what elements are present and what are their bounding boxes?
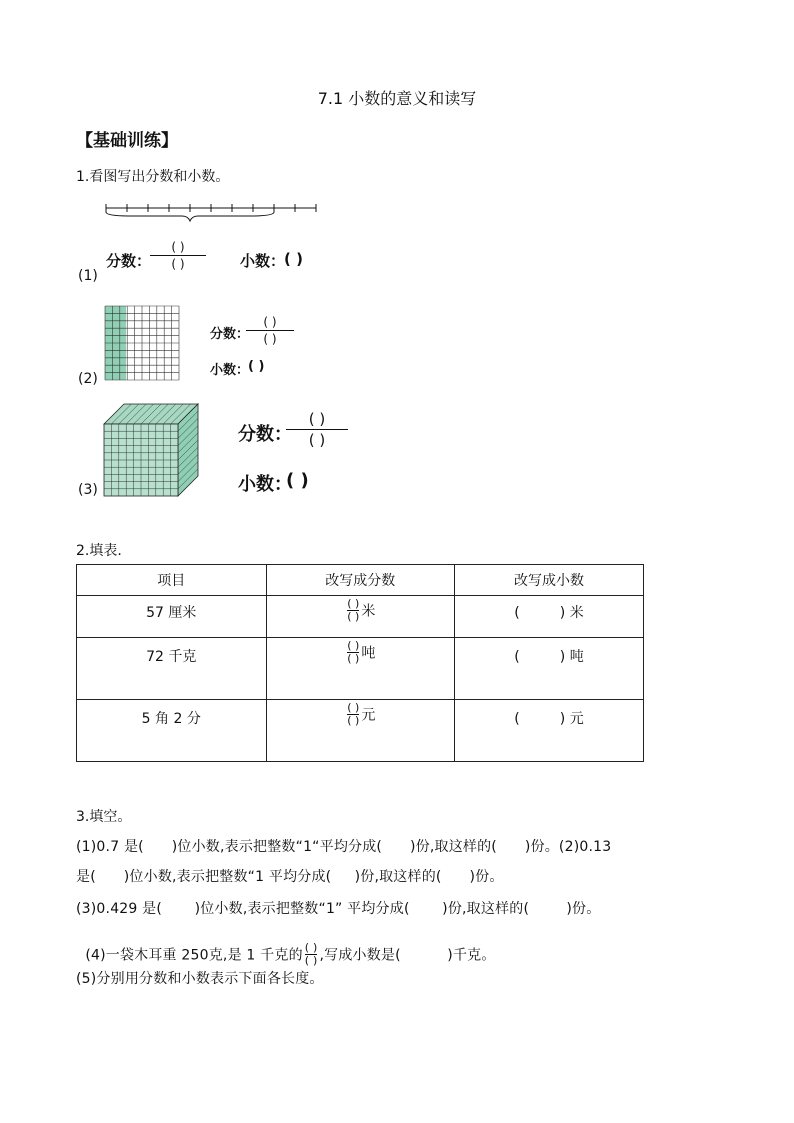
denominator-blank: ( )	[263, 332, 277, 346]
denominator-blank: ( )	[308, 431, 326, 449]
numerator-blank: ( )	[304, 941, 318, 954]
fraction-bar	[246, 330, 294, 331]
numerator-blank: ( )	[308, 410, 326, 428]
q1-prompt: 1.看图写出分数和小数。	[76, 169, 230, 185]
conversion-table	[76, 564, 644, 762]
brace-shape	[106, 212, 274, 221]
q3-line-4-text-b: ,写成小数是( )千克。	[319, 947, 496, 964]
numerator-blank: ( )	[263, 315, 277, 329]
row-item: 72 千克	[77, 638, 267, 700]
q2-prompt: 2.填表.	[76, 543, 122, 559]
row-decimal-cell[interactable]: ( ) 米	[455, 596, 644, 638]
q1-1-label: (1)	[78, 268, 98, 284]
unit-label: 吨	[361, 645, 376, 662]
q1-3-fraction-blank[interactable]	[286, 410, 348, 449]
page-title: 7.1 小数的意义和读写	[317, 89, 477, 108]
fraction-bar	[286, 429, 348, 430]
q3-line-4	[76, 926, 496, 967]
header-decimal: 改写成小数	[455, 565, 644, 596]
header-item: 项目	[77, 565, 267, 596]
q3-line-1: (1)0.7 是( )位小数,表示把整数“1“平均分成( )份,取这样的( )份。(2)0.13	[76, 839, 612, 855]
numerator-blank: ( )	[171, 240, 185, 254]
row-fraction-cell[interactable]	[266, 700, 455, 762]
section-heading: 【基础训练】	[76, 131, 178, 151]
number-line-figure	[100, 200, 320, 224]
denominator-blank: ( )	[171, 257, 185, 271]
q3-line-4-text-a: (4)一袋木耳重 250克,是 1 千克的	[85, 947, 303, 964]
table-row	[77, 596, 644, 638]
fraction-blank[interactable]	[347, 702, 359, 727]
row-item: 57 厘米	[77, 596, 267, 638]
table-header-row	[77, 565, 644, 596]
denominator-blank: ( )	[347, 652, 360, 665]
fraction-blank[interactable]	[347, 598, 359, 623]
fraction-blank[interactable]	[347, 640, 359, 665]
q1-3-label: (3)	[78, 482, 98, 498]
q1-2-fraction-label: 分数：	[210, 327, 250, 342]
row-decimal-cell[interactable]: ( ) 元	[455, 700, 644, 762]
row-fraction-cell[interactable]	[266, 638, 455, 700]
table-row	[77, 700, 644, 762]
numerator-blank: ( )	[347, 701, 360, 714]
q1-3-fraction-label: 分数：	[238, 424, 292, 445]
fraction-bar	[150, 255, 206, 256]
unit-label: 元	[361, 707, 376, 724]
q1-2-decimal-blank[interactable]: ( )	[248, 359, 265, 374]
table-row	[77, 638, 644, 700]
thousand-cube-figure	[102, 402, 200, 498]
q3-line-3: (3)0.429 是( )位小数,表示把整数“1” 平均分成( )份,取这样的( )份。	[76, 901, 601, 917]
unit-label: 米	[361, 603, 376, 620]
q3-line-5: (5)分别用分数和小数表示下面各长度。	[76, 971, 324, 987]
row-fraction-cell[interactable]	[266, 596, 455, 638]
denominator-blank: ( )	[347, 610, 360, 623]
numerator-blank: ( )	[347, 639, 360, 652]
q1-3-decimal-blank[interactable]: ( )	[286, 470, 309, 491]
numerator-blank: ( )	[347, 597, 360, 610]
q1-2-decimal-label: 小数：	[210, 363, 250, 378]
q1-1-fraction-label: 分数：	[106, 252, 152, 270]
q3-prompt: 3.填空。	[76, 809, 132, 825]
row-item: 5 角 2 分	[77, 700, 267, 762]
denominator-blank: ( )	[304, 954, 318, 967]
hundred-grid-figure	[104, 305, 180, 381]
q1-2-fraction-blank[interactable]	[246, 315, 294, 346]
q1-1-fraction-blank[interactable]	[150, 240, 206, 271]
header-fraction: 改写成分数	[266, 565, 455, 596]
fraction-blank[interactable]	[305, 942, 318, 967]
q1-2-label: (2)	[78, 371, 98, 387]
q1-1-decimal-label: 小数：	[240, 252, 286, 270]
denominator-blank: ( )	[347, 714, 360, 727]
q1-1-decimal-blank[interactable]: ( )	[284, 250, 303, 268]
row-decimal-cell[interactable]: ( ) 吨	[455, 638, 644, 700]
q3-line-2: 是( )位小数,表示把整数“1 平均分成( )份,取这样的( )份。	[76, 869, 504, 885]
q1-3-decimal-label: 小数：	[238, 474, 292, 495]
